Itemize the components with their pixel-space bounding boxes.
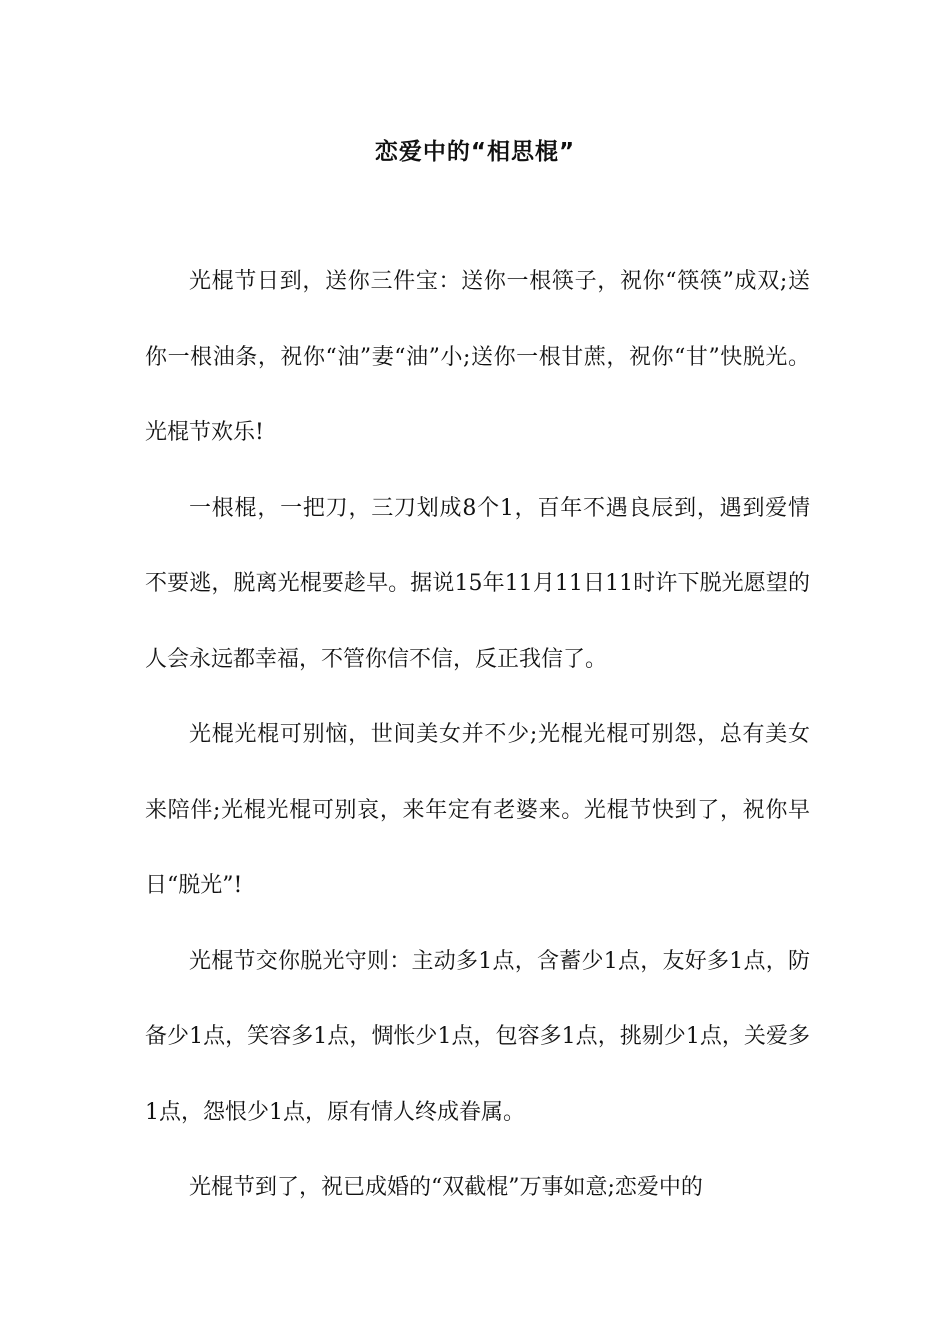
paragraph: 光棍节日到，送你三件宝：送你一根筷子，祝你“筷筷”成双;送你一根油条，祝你“油”妻“油”小;送你一根甘蔗，祝你“甘”快脱光。光棍节欢乐! <box>145 269 810 445</box>
paragraph: 光棍节交你脱光守则：主动多1点，含蓄少1点，友好多1点，防备少1点，笑容多1点，惆怅少1点，包容多1点，挑剔少1点，关爱多1点，怨恨少1点，原有情人终成眷属。 <box>145 948 810 1125</box>
paragraph: 光棍光棍可别恼，世间美女并不少;光棍光棍可别怨，总有美女来陪伴;光棍光棍可别哀，来年定有老婆来。光棍节快到了，祝你早日“脱光”! <box>145 722 810 898</box>
document-title: 恋爱中的“相思棍” <box>374 139 576 165</box>
paragraph: 光棍节到了，祝已成婚的“双截棍”万事如意;恋爱中的 <box>189 1175 703 1200</box>
paragraph: 一根棍，一把刀，三刀划成8个1，百年不遇良辰到，遇到爱情不要逃，脱离光棍要趁早。据说15年11月11日11时许下脱光愿望的人会永远都幸福，不管你信不信，反正我信了。 <box>145 495 810 672</box>
document-body <box>145 244 810 1226</box>
